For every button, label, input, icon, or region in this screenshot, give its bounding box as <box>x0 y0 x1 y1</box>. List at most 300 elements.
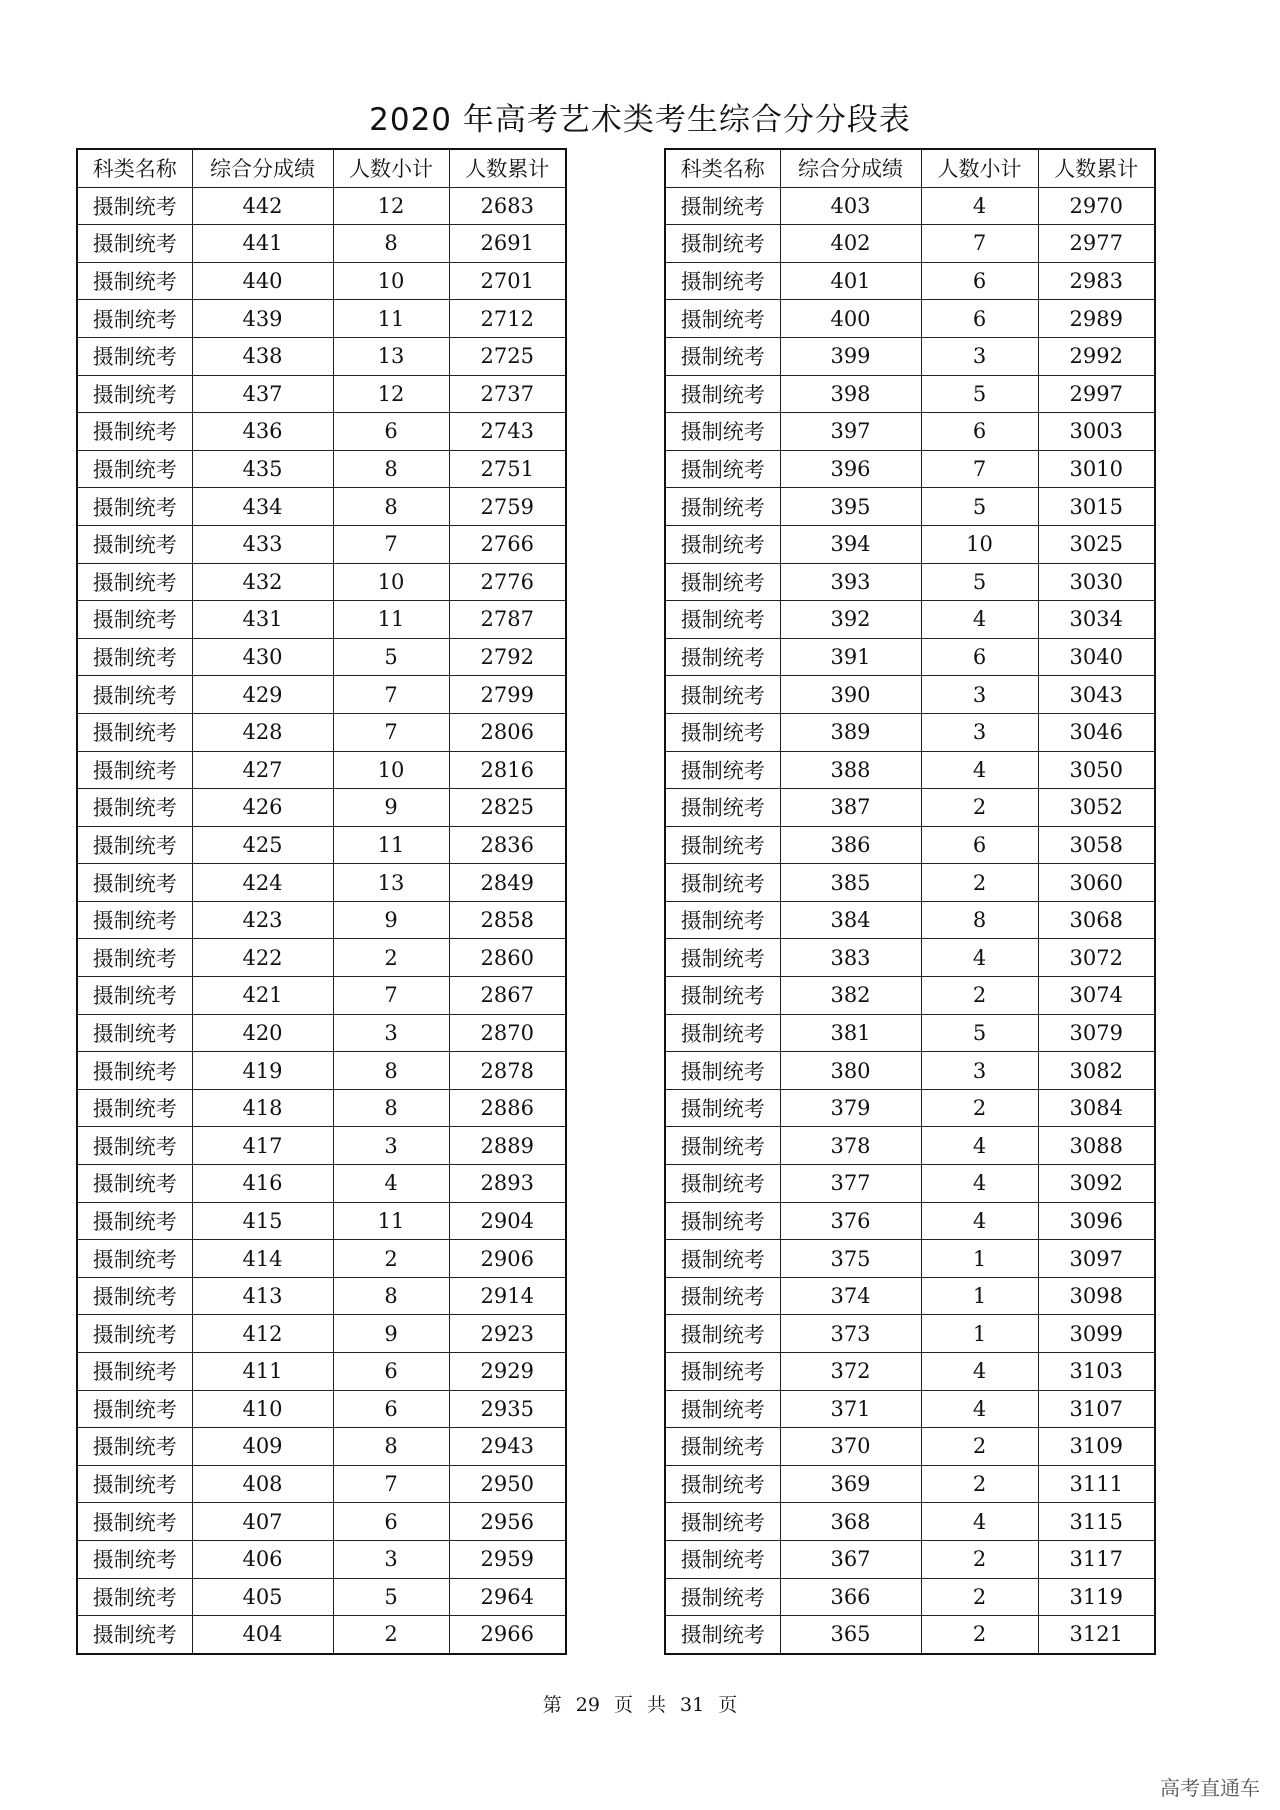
cell-score: 397 <box>780 413 921 451</box>
table-row <box>77 1616 566 1654</box>
cell-count: 8 <box>333 1428 449 1466</box>
cell-count: 5 <box>333 1578 449 1616</box>
table-row <box>77 1165 566 1203</box>
cell-cumulative: 2751 <box>449 450 566 488</box>
cell-subject: 摄制统考 <box>665 337 780 375</box>
cell-cumulative: 3119 <box>1038 1578 1155 1616</box>
table-row <box>665 638 1155 676</box>
cell-score: 423 <box>192 901 333 939</box>
cell-count: 10 <box>921 525 1038 563</box>
table-row <box>665 1353 1155 1391</box>
cell-score: 409 <box>192 1428 333 1466</box>
cell-cumulative: 2950 <box>449 1465 566 1503</box>
table-row <box>77 1353 566 1391</box>
cell-subject: 摄制统考 <box>77 1390 192 1428</box>
cell-cumulative: 3098 <box>1038 1277 1155 1315</box>
cell-cumulative: 2725 <box>449 337 566 375</box>
cell-count: 2 <box>333 1616 449 1654</box>
table-row <box>77 1540 566 1578</box>
cell-subject: 摄制统考 <box>665 939 780 977</box>
cell-score: 436 <box>192 413 333 451</box>
cell-cumulative: 2825 <box>449 789 566 827</box>
cell-count: 1 <box>921 1315 1038 1353</box>
cell-count: 4 <box>921 751 1038 789</box>
table-body <box>665 187 1155 1654</box>
cell-cumulative: 2836 <box>449 826 566 864</box>
cell-cumulative: 2878 <box>449 1052 566 1090</box>
cell-cumulative: 2983 <box>1038 262 1155 300</box>
table-header-row <box>665 149 1155 187</box>
table-row <box>77 225 566 263</box>
cell-subject: 摄制统考 <box>665 1578 780 1616</box>
cell-score: 429 <box>192 676 333 714</box>
cell-cumulative: 3103 <box>1038 1353 1155 1391</box>
cell-subject: 摄制统考 <box>77 977 192 1015</box>
cell-subject: 摄制统考 <box>77 1202 192 1240</box>
cell-count: 10 <box>333 563 449 601</box>
table-row <box>665 1390 1155 1428</box>
cell-score: 390 <box>780 676 921 714</box>
cell-count: 4 <box>921 601 1038 639</box>
cell-subject: 摄制统考 <box>665 826 780 864</box>
table-row <box>665 601 1155 639</box>
cell-subject: 摄制统考 <box>77 300 192 338</box>
cell-subject: 摄制统考 <box>77 901 192 939</box>
cell-count: 6 <box>921 262 1038 300</box>
cell-subject: 摄制统考 <box>665 1277 780 1315</box>
cell-score: 401 <box>780 262 921 300</box>
cell-cumulative: 2923 <box>449 1315 566 1353</box>
table-row <box>77 337 566 375</box>
cell-cumulative: 2737 <box>449 375 566 413</box>
table-row <box>665 1165 1155 1203</box>
cell-subject: 摄制统考 <box>77 563 192 601</box>
cell-count: 3 <box>333 1540 449 1578</box>
table-row <box>77 262 566 300</box>
cell-cumulative: 3092 <box>1038 1165 1155 1203</box>
cell-count: 8 <box>333 225 449 263</box>
cell-cumulative: 2970 <box>1038 187 1155 225</box>
cell-score: 376 <box>780 1202 921 1240</box>
cell-cumulative: 3025 <box>1038 525 1155 563</box>
table-header-row <box>77 149 566 187</box>
cell-subject: 摄制统考 <box>665 789 780 827</box>
cell-score: 381 <box>780 1014 921 1052</box>
cell-count: 6 <box>921 413 1038 451</box>
cell-cumulative: 3003 <box>1038 413 1155 451</box>
table-row <box>77 676 566 714</box>
cell-cumulative: 2691 <box>449 225 566 263</box>
cell-count: 2 <box>921 1540 1038 1578</box>
cell-count: 12 <box>333 187 449 225</box>
cell-subject: 摄制统考 <box>77 864 192 902</box>
table-row <box>665 1465 1155 1503</box>
column-header-count: 人数小计 <box>333 149 449 187</box>
cell-cumulative: 3097 <box>1038 1240 1155 1278</box>
table-row <box>665 413 1155 451</box>
cell-subject: 摄制统考 <box>665 1540 780 1578</box>
cell-cumulative: 3043 <box>1038 676 1155 714</box>
cell-score: 379 <box>780 1089 921 1127</box>
cell-score: 438 <box>192 337 333 375</box>
cell-score: 386 <box>780 826 921 864</box>
cell-score: 365 <box>780 1616 921 1654</box>
cell-count: 8 <box>333 1277 449 1315</box>
cell-cumulative: 2977 <box>1038 225 1155 263</box>
cell-count: 6 <box>921 300 1038 338</box>
cell-subject: 摄制统考 <box>665 751 780 789</box>
cell-cumulative: 3068 <box>1038 901 1155 939</box>
cell-cumulative: 2904 <box>449 1202 566 1240</box>
table-row <box>665 1240 1155 1278</box>
page-footer: 第 29 页 共 31 页 <box>542 1694 738 1716</box>
cell-score: 399 <box>780 337 921 375</box>
table-row <box>665 1127 1155 1165</box>
cell-cumulative: 2806 <box>449 713 566 751</box>
table-row <box>77 563 566 601</box>
cell-score: 402 <box>780 225 921 263</box>
cell-count: 6 <box>921 826 1038 864</box>
cell-subject: 摄制统考 <box>665 1089 780 1127</box>
column-header-score: 综合分成绩 <box>192 149 333 187</box>
cell-cumulative: 3088 <box>1038 1127 1155 1165</box>
cell-subject: 摄制统考 <box>77 225 192 263</box>
cell-subject: 摄制统考 <box>665 1014 780 1052</box>
cell-subject: 摄制统考 <box>77 1277 192 1315</box>
cell-count: 2 <box>921 864 1038 902</box>
table-row <box>665 977 1155 1015</box>
cell-subject: 摄制统考 <box>665 864 780 902</box>
cell-subject: 摄制统考 <box>77 488 192 526</box>
cell-count: 8 <box>921 901 1038 939</box>
cell-cumulative: 3099 <box>1038 1315 1155 1353</box>
table-body <box>77 187 566 1654</box>
cell-cumulative: 3015 <box>1038 488 1155 526</box>
column-header-subject: 科类名称 <box>77 149 192 187</box>
cell-count: 7 <box>333 713 449 751</box>
cell-cumulative: 2989 <box>1038 300 1155 338</box>
cell-cumulative: 3072 <box>1038 939 1155 977</box>
table-row <box>665 375 1155 413</box>
cell-count: 11 <box>333 601 449 639</box>
cell-cumulative: 2889 <box>449 1127 566 1165</box>
table-row <box>665 262 1155 300</box>
cell-cumulative: 3107 <box>1038 1390 1155 1428</box>
cell-subject: 摄制统考 <box>77 1540 192 1578</box>
cell-count: 8 <box>333 450 449 488</box>
cell-count: 4 <box>921 1127 1038 1165</box>
cell-subject: 摄制统考 <box>77 1127 192 1165</box>
cell-cumulative: 3111 <box>1038 1465 1155 1503</box>
column-header-score: 综合分成绩 <box>780 149 921 187</box>
cell-score: 366 <box>780 1578 921 1616</box>
cell-subject: 摄制统考 <box>665 225 780 263</box>
cell-subject: 摄制统考 <box>665 1202 780 1240</box>
table-row <box>665 939 1155 977</box>
cell-subject: 摄制统考 <box>77 676 192 714</box>
table-row <box>77 413 566 451</box>
cell-score: 426 <box>192 789 333 827</box>
cell-cumulative: 2743 <box>449 413 566 451</box>
table-row <box>665 1616 1155 1654</box>
cell-subject: 摄制统考 <box>77 1616 192 1654</box>
cell-cumulative: 2997 <box>1038 375 1155 413</box>
cell-score: 417 <box>192 1127 333 1165</box>
cell-cumulative: 2787 <box>449 601 566 639</box>
cell-subject: 摄制统考 <box>665 1503 780 1541</box>
table-row <box>665 676 1155 714</box>
cell-score: 369 <box>780 1465 921 1503</box>
table-row <box>77 1089 566 1127</box>
table-row <box>77 450 566 488</box>
cell-score: 434 <box>192 488 333 526</box>
cell-cumulative: 3084 <box>1038 1089 1155 1127</box>
cell-count: 9 <box>333 901 449 939</box>
cell-score: 428 <box>192 713 333 751</box>
cell-subject: 摄制统考 <box>665 300 780 338</box>
table-row <box>77 1277 566 1315</box>
cell-cumulative: 2860 <box>449 939 566 977</box>
cell-count: 6 <box>333 1353 449 1391</box>
cell-count: 3 <box>921 337 1038 375</box>
cell-count: 5 <box>921 1014 1038 1052</box>
cell-subject: 摄制统考 <box>77 1315 192 1353</box>
cell-count: 4 <box>921 1503 1038 1541</box>
table-row <box>77 1465 566 1503</box>
cell-subject: 摄制统考 <box>77 262 192 300</box>
cell-cumulative: 3046 <box>1038 713 1155 751</box>
cell-subject: 摄制统考 <box>665 1165 780 1203</box>
cell-cumulative: 3060 <box>1038 864 1155 902</box>
table-row <box>665 525 1155 563</box>
table-row <box>77 187 566 225</box>
cell-subject: 摄制统考 <box>77 1353 192 1391</box>
cell-subject: 摄制统考 <box>665 1616 780 1654</box>
cell-cumulative: 2766 <box>449 525 566 563</box>
table-row <box>77 300 566 338</box>
table-row <box>665 1089 1155 1127</box>
cell-subject: 摄制统考 <box>665 525 780 563</box>
cell-score: 433 <box>192 525 333 563</box>
cell-score: 368 <box>780 1503 921 1541</box>
cell-cumulative: 2914 <box>449 1277 566 1315</box>
table-row <box>77 1390 566 1428</box>
cell-count: 7 <box>921 225 1038 263</box>
page-title: 2020 年高考艺术类考生综合分分段表 <box>369 102 911 138</box>
cell-count: 3 <box>921 713 1038 751</box>
cell-cumulative: 2683 <box>449 187 566 225</box>
cell-subject: 摄制统考 <box>665 676 780 714</box>
table-row <box>665 1540 1155 1578</box>
cell-score: 388 <box>780 751 921 789</box>
table-row <box>665 789 1155 827</box>
cell-subject: 摄制统考 <box>77 525 192 563</box>
cell-count: 3 <box>921 1052 1038 1090</box>
cell-count: 4 <box>333 1165 449 1203</box>
cell-cumulative: 3050 <box>1038 751 1155 789</box>
table-row <box>77 864 566 902</box>
cell-count: 7 <box>333 977 449 1015</box>
cell-cumulative: 3117 <box>1038 1540 1155 1578</box>
cell-cumulative: 2956 <box>449 1503 566 1541</box>
cell-count: 11 <box>333 1202 449 1240</box>
cell-score: 385 <box>780 864 921 902</box>
table-row <box>665 563 1155 601</box>
table-row <box>665 1277 1155 1315</box>
table-row <box>77 713 566 751</box>
cell-score: 393 <box>780 563 921 601</box>
cell-count: 5 <box>333 638 449 676</box>
cell-score: 424 <box>192 864 333 902</box>
cell-score: 394 <box>780 525 921 563</box>
table-row <box>77 488 566 526</box>
cell-subject: 摄制统考 <box>665 1390 780 1428</box>
cell-score: 400 <box>780 300 921 338</box>
cell-subject: 摄制统考 <box>77 638 192 676</box>
cell-count: 2 <box>921 1465 1038 1503</box>
cell-score: 415 <box>192 1202 333 1240</box>
table-row <box>665 826 1155 864</box>
cell-cumulative: 3079 <box>1038 1014 1155 1052</box>
cell-score: 377 <box>780 1165 921 1203</box>
table-row <box>77 1428 566 1466</box>
cell-count: 13 <box>333 864 449 902</box>
cell-score: 371 <box>780 1390 921 1428</box>
cell-subject: 摄制统考 <box>77 1240 192 1278</box>
cell-score: 411 <box>192 1353 333 1391</box>
table-row <box>77 1127 566 1165</box>
table-row <box>77 901 566 939</box>
cell-cumulative: 3052 <box>1038 789 1155 827</box>
cell-count: 4 <box>921 1165 1038 1203</box>
cell-subject: 摄制统考 <box>665 1428 780 1466</box>
cell-count: 11 <box>333 826 449 864</box>
cell-score: 372 <box>780 1353 921 1391</box>
cell-score: 422 <box>192 939 333 977</box>
cell-count: 2 <box>333 1240 449 1278</box>
table-row <box>665 751 1155 789</box>
cell-cumulative: 2943 <box>449 1428 566 1466</box>
cell-subject: 摄制统考 <box>665 187 780 225</box>
cell-score: 391 <box>780 638 921 676</box>
cell-count: 5 <box>921 488 1038 526</box>
cell-score: 370 <box>780 1428 921 1466</box>
cell-count: 6 <box>333 1503 449 1541</box>
cell-subject: 摄制统考 <box>665 375 780 413</box>
cell-count: 5 <box>921 563 1038 601</box>
table-row <box>77 1240 566 1278</box>
table-row <box>665 1202 1155 1240</box>
watermark-text: 高考直通车 <box>1160 1776 1260 1800</box>
cell-cumulative: 2929 <box>449 1353 566 1391</box>
cell-subject: 摄制统考 <box>665 413 780 451</box>
cell-score: 425 <box>192 826 333 864</box>
cell-score: 396 <box>780 450 921 488</box>
cell-subject: 摄制统考 <box>77 826 192 864</box>
table-row <box>665 713 1155 751</box>
cell-score: 431 <box>192 601 333 639</box>
cell-score: 374 <box>780 1277 921 1315</box>
cell-cumulative: 2792 <box>449 638 566 676</box>
cell-score: 387 <box>780 789 921 827</box>
cell-cumulative: 2816 <box>449 751 566 789</box>
cell-score: 403 <box>780 187 921 225</box>
cell-subject: 摄制统考 <box>665 1465 780 1503</box>
table-row <box>77 1578 566 1616</box>
cell-cumulative: 2959 <box>449 1540 566 1578</box>
cell-count: 7 <box>333 676 449 714</box>
table-row <box>77 638 566 676</box>
cell-count: 4 <box>921 1390 1038 1428</box>
cell-cumulative: 2799 <box>449 676 566 714</box>
table-row <box>77 1503 566 1541</box>
cell-score: 380 <box>780 1052 921 1090</box>
cell-count: 2 <box>921 1578 1038 1616</box>
cell-score: 407 <box>192 1503 333 1541</box>
table-row <box>77 601 566 639</box>
cell-count: 7 <box>333 525 449 563</box>
cell-cumulative: 3010 <box>1038 450 1155 488</box>
cell-count: 8 <box>333 488 449 526</box>
cell-count: 2 <box>921 977 1038 1015</box>
cell-subject: 摄制统考 <box>77 1503 192 1541</box>
table-row <box>77 375 566 413</box>
cell-count: 4 <box>921 187 1038 225</box>
cell-subject: 摄制统考 <box>77 1465 192 1503</box>
cell-cumulative: 2849 <box>449 864 566 902</box>
cell-subject: 摄制统考 <box>77 713 192 751</box>
cell-count: 2 <box>921 1428 1038 1466</box>
cell-subject: 摄制统考 <box>77 337 192 375</box>
table-row <box>665 1014 1155 1052</box>
cell-subject: 摄制统考 <box>665 601 780 639</box>
cell-count: 1 <box>921 1240 1038 1278</box>
cell-count: 3 <box>921 676 1038 714</box>
cell-cumulative: 3040 <box>1038 638 1155 676</box>
cell-score: 413 <box>192 1277 333 1315</box>
cell-subject: 摄制统考 <box>665 1240 780 1278</box>
cell-cumulative: 3082 <box>1038 1052 1155 1090</box>
table-row <box>77 1202 566 1240</box>
cell-count: 2 <box>333 939 449 977</box>
cell-subject: 摄制统考 <box>665 450 780 488</box>
cell-score: 442 <box>192 187 333 225</box>
cell-score: 389 <box>780 713 921 751</box>
table-row <box>77 751 566 789</box>
cell-score: 432 <box>192 563 333 601</box>
table-row <box>77 826 566 864</box>
table-row <box>77 525 566 563</box>
cell-subject: 摄制统考 <box>77 1165 192 1203</box>
table-row <box>77 977 566 1015</box>
cell-score: 427 <box>192 751 333 789</box>
cell-cumulative: 3096 <box>1038 1202 1155 1240</box>
cell-cumulative: 2701 <box>449 262 566 300</box>
cell-score: 410 <box>192 1390 333 1428</box>
cell-subject: 摄制统考 <box>77 1089 192 1127</box>
cell-subject: 摄制统考 <box>665 1353 780 1391</box>
cell-cumulative: 3058 <box>1038 826 1155 864</box>
cell-subject: 摄制统考 <box>77 187 192 225</box>
cell-count: 7 <box>921 450 1038 488</box>
cell-cumulative: 2893 <box>449 1165 566 1203</box>
cell-score: 421 <box>192 977 333 1015</box>
table-row <box>77 1052 566 1090</box>
cell-score: 367 <box>780 1540 921 1578</box>
cell-cumulative: 2858 <box>449 901 566 939</box>
cell-score: 384 <box>780 901 921 939</box>
cell-cumulative: 2886 <box>449 1089 566 1127</box>
